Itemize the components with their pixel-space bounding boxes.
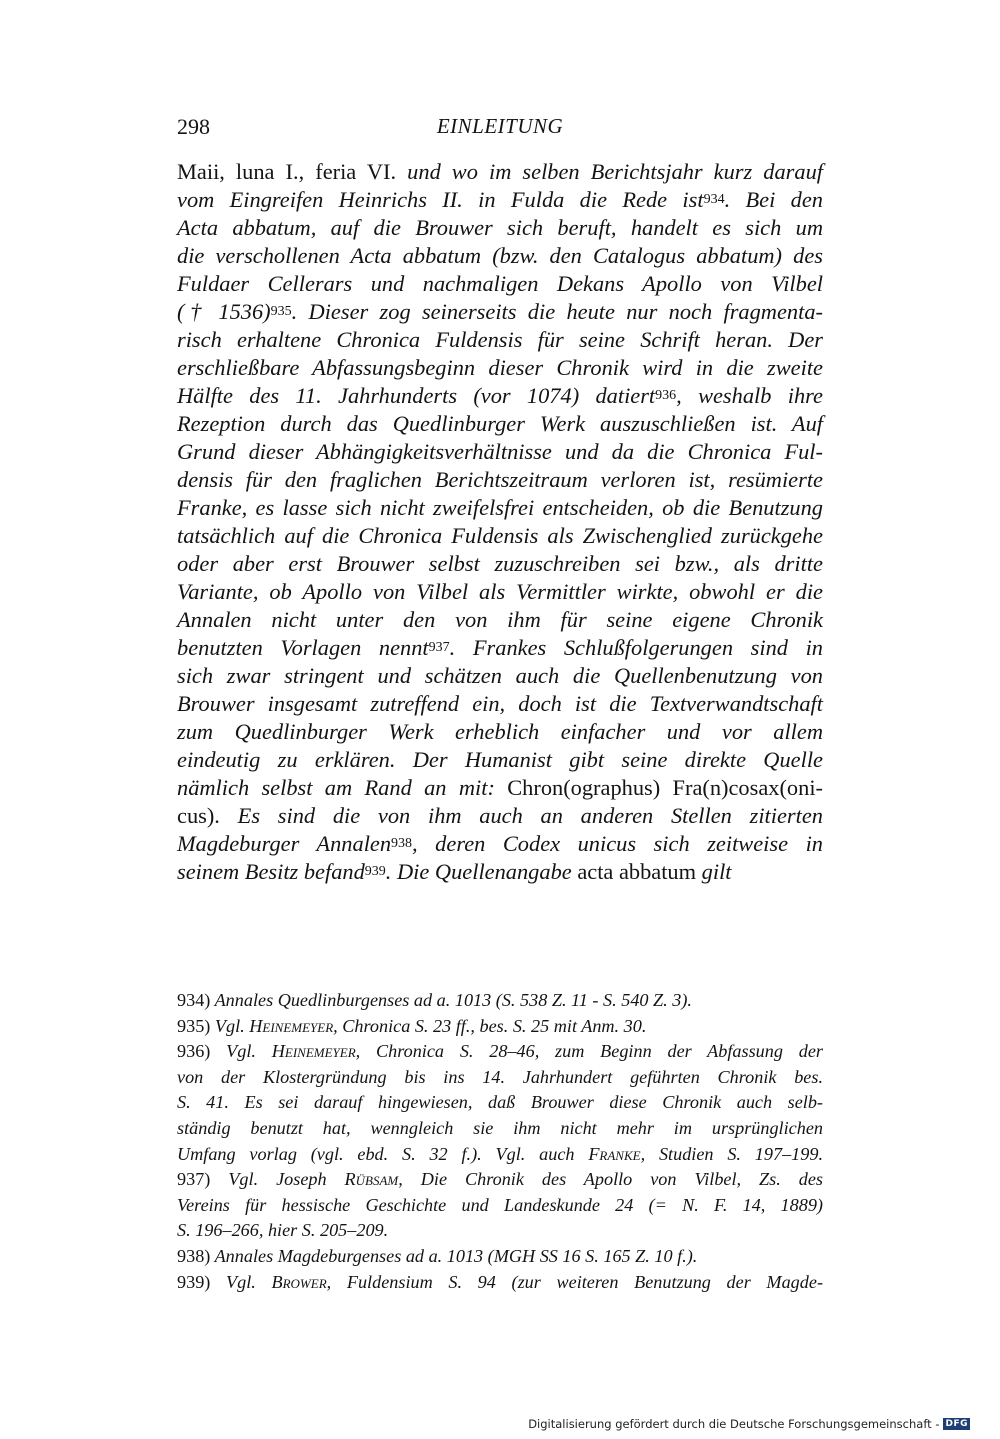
footnotes: [177, 988, 823, 1295]
text-run: densis für den fraglichen Berichtszeitraum verloren ist, resümierte: [177, 467, 823, 492]
text-line: [177, 326, 823, 354]
text-run: Variante, ob Apollo von Vilbel als Vermittler wirkte, obwohl er die: [177, 579, 823, 604]
text-run: eindeutig zu erklären. Der Humanist gibt seine direkte Quelle: [177, 747, 823, 772]
footnote-text: Umfang vorlag (vgl. ebd. S. 32 f.). Vgl. auch: [177, 1143, 589, 1164]
text-run: zum Quedlinburger Werk erheblich einfacher und vor allem: [177, 719, 823, 744]
text-run: seinem Besitz befand: [177, 859, 365, 884]
credit-text: Digitalisierung gefördert durch die Deutsche Forschungsgemeinschaft -: [528, 1417, 940, 1431]
text-line: [177, 186, 823, 214]
footnote-text: Annales Quedlinburgenses ad a. 1013 (S. 538 Z. 11 - S. 540 Z. 3).: [214, 990, 692, 1010]
footnote-ref: 935: [270, 304, 292, 319]
footnote-number: 935): [177, 1015, 211, 1036]
page-number: 298: [177, 114, 210, 139]
author-name: Brower: [271, 1271, 327, 1292]
footnote-ref: 934: [703, 192, 725, 207]
text-run: acta abbatum: [577, 859, 702, 884]
footnote-line: [177, 1193, 823, 1219]
text-run: die verschollenen Acta abbatum (bzw. den Catalogus abbatum) des: [177, 243, 823, 268]
footnote-ref: 938: [391, 836, 413, 851]
footnote-line: [177, 1116, 823, 1142]
text-run: vom Eingreifen Heinrichs II. in Fulda die Rede ist: [177, 187, 704, 212]
footnote-number: 938): [177, 1245, 211, 1266]
text-run: tatsächlich auf die Chronica Fuldensis als Zwischenglied zurückgehe: [177, 523, 823, 548]
text-run: nämlich selbst am Rand an mit:: [177, 775, 508, 800]
text-run: risch erhaltene Chronica Fuldensis für seine Schrift heran. Der: [177, 327, 823, 352]
text-run: Hälfte des 11. Jahrhunderts (vor 1074) datiert: [177, 383, 656, 408]
text-line: [177, 858, 823, 886]
footnote-line: [177, 1065, 823, 1091]
footnote-line: [177, 1039, 823, 1065]
text-run: Magdeburger Annalen: [177, 831, 392, 856]
text-run: . Bei den: [724, 187, 823, 212]
text-line: [177, 494, 823, 522]
text-run: sich zwar stringent und schätzen auch die Quellenbenutzung von: [177, 663, 823, 688]
text-line: [177, 382, 823, 410]
text-line: [177, 578, 823, 606]
footnote-text: Annales Magdeburgenses ad a. 1013 (MGH SS 16 S. 165 Z. 10 f.).: [214, 1245, 698, 1266]
author-name: Heinemeyer: [249, 1015, 334, 1036]
text-run: erschließbare Abfassungsbeginn dieser Chronik wird in die zweite: [177, 355, 823, 380]
footnote-line: [177, 1167, 823, 1193]
text-run: Grund dieser Abhängigkeitsverhältnisse und da die Chronica Ful-: [177, 439, 823, 464]
text-run: Maii, luna I., feria VI.: [177, 159, 408, 184]
footnote-ref: 937: [428, 640, 450, 655]
footnote-line: [177, 1244, 823, 1270]
footnote-line: [177, 1270, 823, 1296]
text-line: [177, 746, 823, 774]
page-header: [177, 114, 823, 144]
text-run: Franke, es lasse sich nicht zweifelsfrei entscheiden, ob die Benutzung: [177, 495, 823, 520]
text-line: [177, 354, 823, 382]
text-run: benutzten Vorlagen nennt: [177, 635, 429, 660]
text-run: oder aber erst Brouwer selbst zuzuschreiben sei bzw., als dritte: [177, 551, 823, 576]
text-line: [177, 802, 823, 830]
main-text: [177, 158, 823, 886]
text-run: . Die Quellenangabe: [385, 859, 578, 884]
footnote-text: S. 41. Es sei darauf hingewiesen, daß Brouwer diese Chronik auch selb-: [177, 1092, 823, 1113]
footnote-ref: 936: [655, 388, 677, 403]
footnote-text: Vgl.: [214, 1015, 250, 1036]
text-run: , deren Codex unicus sich zeitweise in: [412, 831, 823, 856]
text-line: [177, 662, 823, 690]
text-line: [177, 830, 823, 858]
footnote-line: [177, 1142, 823, 1168]
footnote-text: Vgl. Joseph: [228, 1169, 345, 1190]
text-run: , weshalb ihre: [676, 383, 823, 408]
text-line: [177, 270, 823, 298]
footnote-text: Vgl.: [226, 1041, 272, 1062]
text-line: [177, 438, 823, 466]
text-line: [177, 410, 823, 438]
text-run: Acta abbatum, auf die Brouwer sich beruft, handelt es sich um: [177, 215, 823, 240]
footnote-text: von der Klostergründung bis ins 14. Jahrhundert geführten Chronik bes.: [177, 1066, 823, 1087]
footnote-text: Vereins für hessische Geschichte und Landeskunde 24 (= N. F. 14, 1889): [177, 1194, 823, 1215]
author-name: Heinemeyer: [271, 1041, 356, 1062]
text-line: [177, 214, 823, 242]
footnote-ref: 939: [364, 864, 386, 879]
text-line: [177, 634, 823, 662]
footnote-text: , Die Chronik des Apollo von Vilbel, Zs. des: [398, 1169, 823, 1190]
text-run: gilt: [701, 859, 732, 884]
text-run: cus).: [177, 803, 238, 828]
running-head: EINLEITUNG: [436, 114, 564, 138]
footnote-text: , Chronica S. 28–46, zum Beginn der Abfassung der: [355, 1041, 823, 1062]
text-run: Chron(ographus) Fra(n)cosax(oni-: [507, 775, 824, 800]
footnote-number: 934): [177, 990, 211, 1010]
footnote-line: [177, 988, 823, 1014]
footnote-number: 936): [177, 1041, 211, 1062]
digitization-credit: [528, 1417, 970, 1431]
footnote-number: 937): [177, 1169, 211, 1190]
text-run: Rezeption durch das Quedlinburger Werk auszuschließen ist. Auf: [177, 411, 823, 436]
footnote-number: 939): [177, 1271, 211, 1292]
text-run: Fuldaer Cellerars und nachmaligen Dekans Apollo von Vilbel: [177, 271, 823, 296]
dfg-logo: DFG: [945, 1419, 968, 1429]
text-run: († 1536): [177, 299, 271, 324]
text-line: [177, 158, 823, 186]
author-name: Rübsam: [344, 1169, 399, 1190]
text-run: Brouwer insgesamt zutreffend ein, doch ist die Textverwandtschaft: [177, 691, 823, 716]
footnote-text: ständig benutzt hat, wenngleich sie ihm nicht mehr im ursprünglichen: [177, 1117, 823, 1138]
text-line: [177, 690, 823, 718]
text-run: Annalen nicht unter den von ihm für seine eigene Chronik: [177, 607, 823, 632]
text-run: und wo im selben Berichtsjahr kurz darauf: [407, 159, 823, 184]
text-run: . Frankes Schlußfolgerungen sind in: [449, 635, 823, 660]
footnote-text: Vgl.: [226, 1271, 272, 1292]
text-line: [177, 606, 823, 634]
text-line: [177, 550, 823, 578]
footnote-text: S. 196–266, hier S. 205–209.: [177, 1220, 389, 1241]
footnote-text: , Fuldensium S. 94 (zur weiteren Benutzung der Magde-: [326, 1271, 823, 1292]
footnote-text: , Chronica S. 23 ff., bes. S. 25 mit Anm. 30.: [333, 1015, 647, 1036]
text-run: . Dieser zog seinerseits die heute nur noch fragmenta-: [291, 299, 823, 324]
text-line: [177, 466, 823, 494]
text-line: [177, 522, 823, 550]
text-line: [177, 298, 823, 326]
footnote-line: [177, 1218, 823, 1244]
text-line: [177, 718, 823, 746]
footnote-line: [177, 1090, 823, 1116]
text-run: Es sind die von ihm auch an anderen Stellen zitierten: [237, 803, 823, 828]
footnote-text: , Studien S. 197–199.: [640, 1143, 824, 1164]
footnote-line: [177, 1014, 823, 1040]
author-name: Franke: [588, 1143, 641, 1164]
text-line: [177, 242, 823, 270]
text-line: [177, 774, 823, 802]
